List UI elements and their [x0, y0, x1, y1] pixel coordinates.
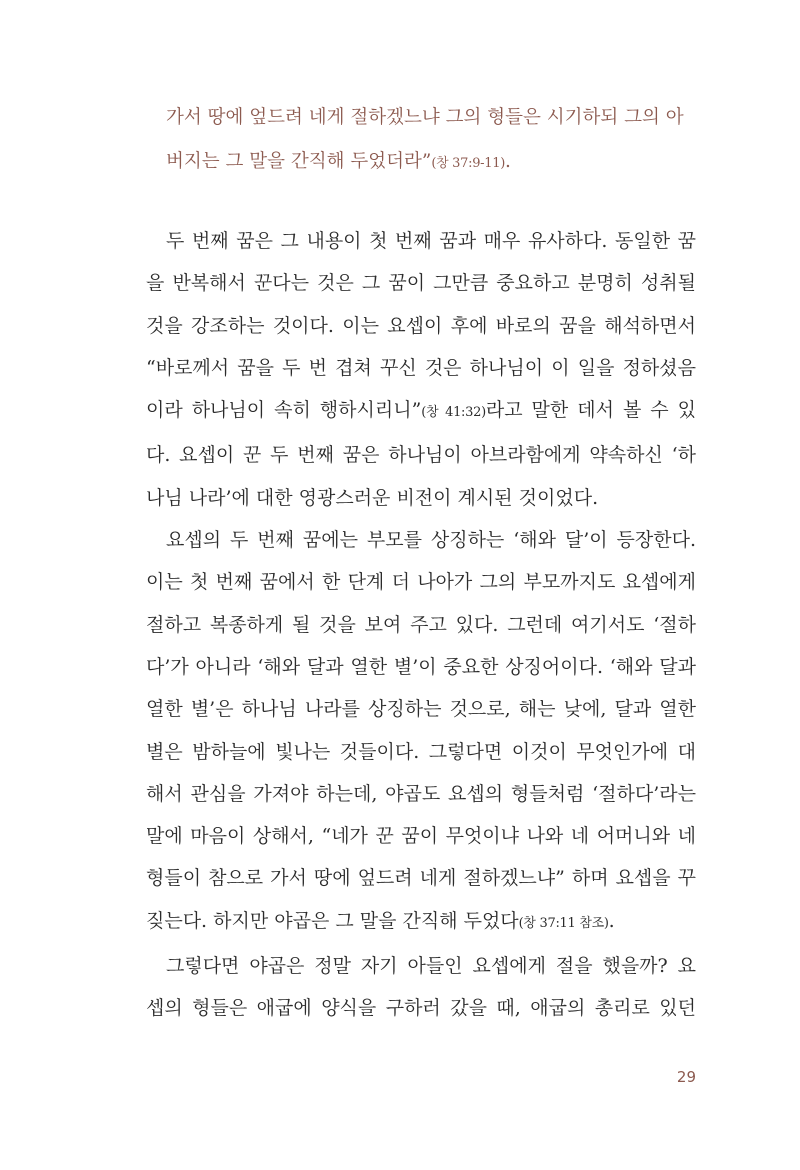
paragraph-2-line [146, 900, 696, 945]
paragraph-2-line: 형들이 참으로 가서 땅에 엎드려 네게 절하겠느냐” 하며 요셉을 꾸 [146, 867, 696, 890]
scripture-reference: (창 37:11 참조) [518, 915, 609, 931]
scripture-reference: (창 37:9-11) [431, 156, 505, 171]
paragraph-2-line: 말에 마음이 상해서, “네가 꾼 꿈이 무엇이냐 나와 네 어머니와 네 [146, 825, 696, 848]
paragraph-2-line-10a: 짖는다. 하지만 야곱은 그 말을 간직해 두었다 [146, 909, 519, 932]
paragraph-2-line-10-end: . [608, 909, 615, 932]
paragraph-1-line: “바로께서 꿈을 두 번 겹쳐 꾸신 것은 하나님이 이 일을 정하셨음 [146, 356, 696, 379]
paragraph-1-line: 나님 나라’에 대한 영광스러운 비전이 계시된 것이었다. [146, 486, 599, 509]
scripture-reference: (창 41:32) [421, 405, 486, 421]
paragraph-1-line-5b: 라고 말한 데서 볼 수 있 [485, 399, 697, 422]
paragraph-3-line: 셉의 형들은 애굽에 양식을 구하러 갔을 때, 애굽의 총리로 있던 [146, 997, 696, 1020]
quote-line-2 [166, 140, 696, 186]
scripture-quote [166, 96, 696, 186]
paragraph-1-line: 을 반복해서 꾼다는 것은 그 꿈이 그만큼 중요하고 분명히 성취될 [146, 272, 696, 295]
paragraph-2-line: 다’가 아니라 ‘해와 달과 열한 별’이 중요한 상징어이다. ‘해와 달과 [146, 655, 696, 678]
paragraph-1-line: 다. 요셉이 꾼 두 번째 꿈은 하나님이 아브라함에게 약속하신 ‘하 [146, 444, 696, 467]
paragraph-3-line: 그렇다면 야곱은 정말 자기 아들인 요셉에게 절을 했을까? 요 [166, 955, 696, 978]
paragraph-2-line: 해서 관심을 가져야 하는데, 야곱도 요셉의 형들처럼 ‘절하다’라는 [146, 782, 696, 805]
body-text [146, 220, 696, 1030]
paragraph-1-line: 두 번째 꿈은 그 내용이 첫 번째 꿈과 매우 유사하다. 동일한 꿈 [166, 230, 696, 252]
quote-line-2-end: . [504, 151, 511, 172]
paragraph-2-line: 절하고 복종하게 될 것을 보여 주고 있다. 그런데 여기서도 ‘절하 [146, 613, 696, 636]
paragraph-1-line [146, 389, 696, 434]
page-number: 29 [676, 1068, 696, 1086]
paragraph-1-line-5a: 이라 하나님이 속히 행하시리니” [146, 399, 422, 422]
paragraph-2-line: 열한 별’은 하나님 나라를 상징하는 것으로, 해는 낮에, 달과 열한 [146, 698, 696, 721]
paragraph-2-line: 요셉의 두 번째 꿈에는 부모를 상징하는 ‘해와 달’이 등장한다. [166, 529, 696, 552]
paragraph-2-line: 이는 첫 번째 꿈에서 한 단계 더 나아가 그의 부모까지도 요셉에게 [146, 571, 696, 594]
quote-line-1: 가서 땅에 엎드려 네게 절하겠느냐 그의 형들은 시기하되 그의 아 [166, 107, 684, 128]
paragraph-2-line: 별은 밤하늘에 빛나는 것들이다. 그렇다면 이것이 무엇인가에 대 [146, 740, 696, 763]
paragraph-1-line: 것을 강조하는 것이다. 이는 요셉이 후에 바로의 꿈을 해석하면서 [146, 314, 696, 337]
quote-line-2-text: 버지는 그 말을 간직해 두었더라” [166, 151, 432, 172]
